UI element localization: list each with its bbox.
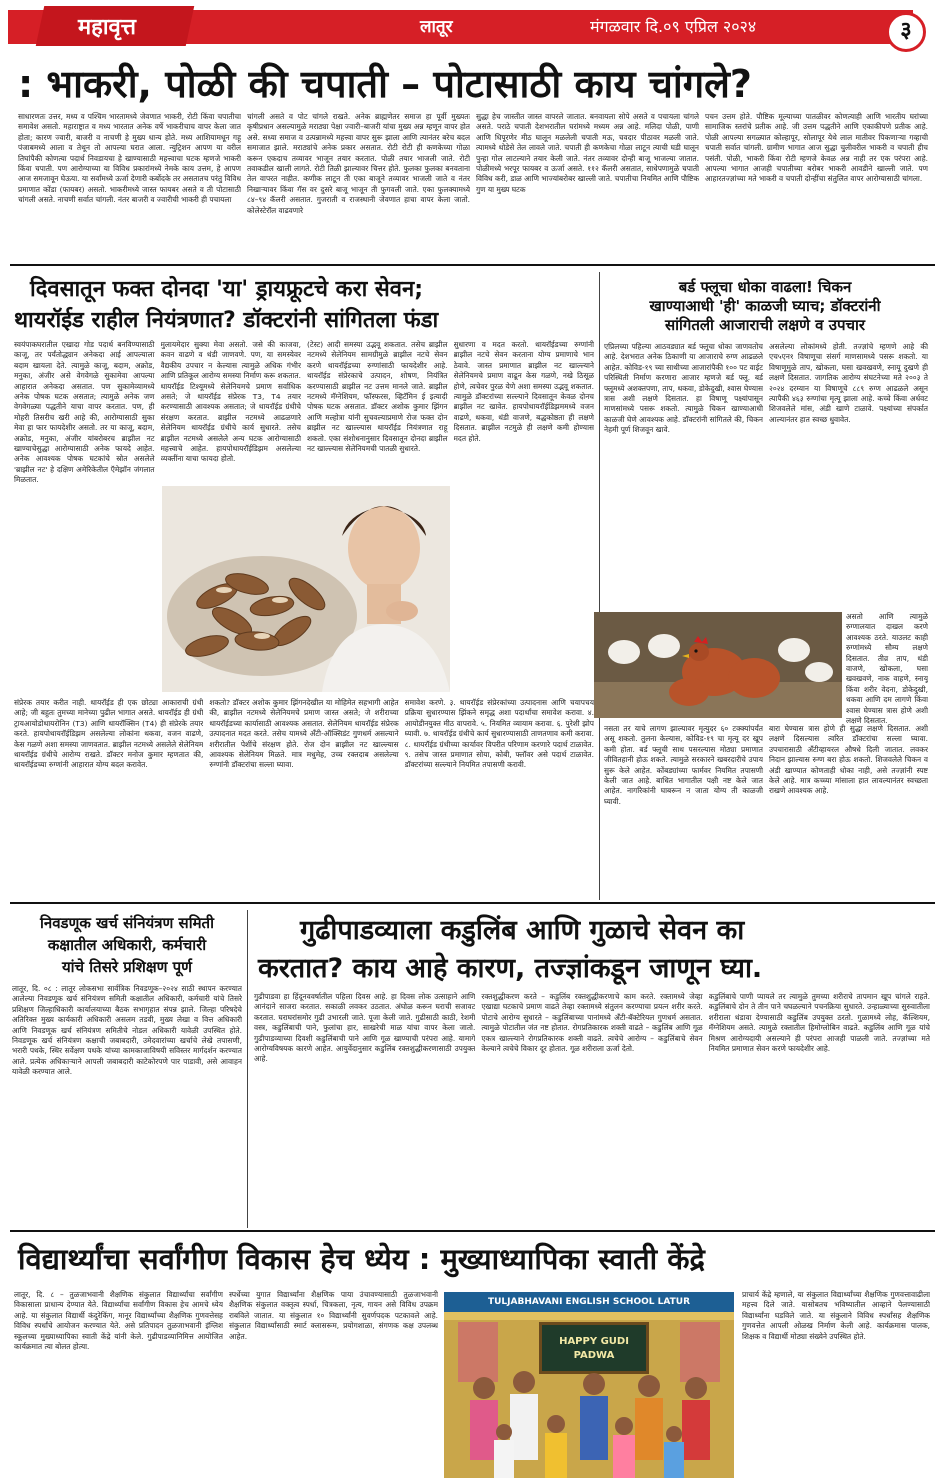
school-event-photo [444,1292,734,1478]
brazil-nut-photo [162,486,450,692]
greeting-board: HAPPY GUDI PADWA [539,1322,649,1374]
article5-col-3: कडुलिंबाचे पाणी प्यायले तर त्यामुळे तुमच्या शरीराचे तापमान खूप चांगले राहते. कडुलिंबाचे दोन ते तीन पाने चघळल्याने पचनक्रिया सुधारते. उन्हाळ्याच्या सुरुवातीला शरीराला थंडावा देण्यासाठी कडुलिंब उपयुक्त ठरतो. गुळामध्ये लोह, कॅल्शियम, मॅग्नेशियम असते. त्यामुळे रक्तातील हिमोग्लोबिन वाढते. कडुलिंब आणि गूळ यांचे मिश्रण आरोग्यदायी असल्याने ही परंपरा आजही पाळली जाते. तज्ज्ञांच्या मते नियमित प्रमाणात सेवन करणे फायदेशीर आहे. [708,992,930,1054]
article2-body-top [14,340,594,510]
article2-col-1: स्वयंपाकघरातील एखादा गोड पदार्थ बनविण्यासाठी काजू, तर पर्यंतोद्ध्यान अनेकदा आई आपल्याला बदाम खायला देते. त्यामुळे काजू, बदाम, अक्रोड, मनुका, अंजीर असे वेगवेगळे सुकामेवा आपल्या आहारात अनेकदा असतात. पण सुकामेव्यामध्ये अनेक पोषक घटक असतात; त्यामुळे अनेक जण वेगवेगळ्या पद्धतीने याचा वापर करतात. पण, ही मोहरी तिसरीच खरी आहे की, आरोग्यासाठी सुका मेवा हा फार फायदेशीर असतो. तर या काजू, बदाम, अक्रोड, मनुका, अंजीर यांबरोबरच ब्राझील नट खाण्याचेसुद्धा आरोग्यासाठी अनेक फायदे आहेत. अनेक आवश्यक पोषक घटकांचे स्रोत असलेले 'ब्राझील नट' हे दक्षिण अमेरिकेतील ऍमेझॉन जंगलात मिळतात. [14,340,155,485]
article2-col-3: (टेस्ट) आदी समस्या उद्भवू शकतात. तसेच ब्राझील नटमध्ये सेलेनियम सामग्रीमुळे ब्राझील नटचे सेवन करणे थायरॉईडच्या रुग्णांसाठी फायदेशीर आहे. थायरॉईड संप्रेरकाचे उत्पादन, शोषण, नियंत्रित करण्यासाठी ब्राझील नट उत्तम मानले जाते. ब्राझील नटमध्ये मॅग्नेशियम, फॉस्फरस, व्हिटॅमिन ई इत्यादी पोषक घटक असतात. डॉक्टर अशोक कुमार झिंगन आणि मल्होत्रा यांनी सुचवल्याप्रमाणे रोज फक्त दोन ब्राझील नट खाल्ल्यास थायरॉईड नियंत्रणात राहू शकतो. एका संशोधनानुसार दिवसातून दोनदा ब्राझील नट खाल्ल्यास सेलेनियमची पातळी सुधारते. [307,340,448,454]
article3-headline-line3: सांगितली आजाराची लक्षणे व उपचार [664,316,866,334]
edition-city: लातूर [420,17,453,37]
article1-col-2: चांगली असते व पोट चांगले राखते. अनेक ब्राह्मणेतर समाज हा पूर्वी मुख्यतः कृषीप्रधान असल्यामुळे मराठ्या पेक्षा ज्वारी–बाजरी यांचा मुख्य अन्न म्हणून वापर होत असे. सध्या समाज व उत्पन्नामध्ये महत्त्वा वापर सुरू झाला आणि त्यानंतर बरेच बदल समाजात झाले. मराठ्यांचे अनेक प्रकार असतात. रोटी रोटी ही कणकेच्या गोळा करून एकदाच तव्यावर भाजून तयार करतात. पोळी तयार भाजली जाते. रोटी तवाकडील खाली लागते. रोटी तिळी झाल्यावर चित्तर होते. फुलका फुलका बनवताना तेल वापरत नाहीत. कणीक लाटून ती एका बाजूने तव्यावर भाजली जाते व नंतर निखाऱ्यावर किंवा गॅस वर दुसरे बाजू भाजून ती फुगवली जाते. एका फुलक्यामध्ये ८४–९४ कॅलरी असतात. गुजराती व राजस्थानी जेवणात हाचा वापर केला जातो. कोलेस्टेरॉल वाढवणारे [247,112,470,215]
column-divider [247,910,248,1228]
divider [10,902,935,904]
chicken-photo [594,612,842,718]
divider [10,1230,935,1232]
edition-date: मंगळवार दि.०९ एप्रिल २०२४ [590,17,757,36]
article4-headline-line3: यांचे तिसरे प्रशिक्षण पूर्ण [61,958,193,976]
article5-headline-line2: करतात? काय आहे कारण, तज्ज्ञांकडून जाणून घ्या. [258,953,763,984]
column-divider [599,272,600,900]
newspaper-name: महावृत्त [78,14,136,40]
article3-headline [605,278,925,335]
article3-headline-line1: बर्ड फ्लूचा धोका वाढला! चिकन [678,278,852,296]
article1-headline: : भाकरी, पोळी की चपाती – पोटासाठी काय चांगले? [18,62,752,106]
article4-body: लातूर, दि. ०८ : लातूर लोकसभा सार्वत्रिक निवडणूक–२०२४ साठी स्थापन करण्यात आलेल्या निवडणूक खर्च संनियंत्रण समिती कक्षातील अधिकारी, कर्मचारी यांचे तिसरे प्रशिक्षण जिल्हाधिकारी कार्यालयाच्या बैठक सभागृहात संपन्न झाले. जिल्हा परिषदेचे अतिरिक्त मुख्य कार्यकारी अधिकारी असलम तडवी, मुख्य लेखा व वित्त अधिकारी आणि निवडणूक खर्च संनियंत्रण समितीचे नोडल अधिकारी यावेळी उपस्थित होते. निवडणूक खर्च संनियंत्रण कक्षाची जबाबदारी, उमेदवारांच्या खर्चाचे लेखे तपासणी, भरारी पथके, स्थिर सर्वेक्षण पथके यांच्या कामकाजाविषयी सविस्तर मार्गदर्शन करण्यात आले. प्रत्येक अधिकाऱ्याने आपली जबाबदारी काटेकोरपणे पार पाडावी, असे आवाहन यावेळी करण्यात आले. [12,984,242,1077]
article2-col-4: सुधारणा व मदत करतो. थायरॉईडच्या रुग्णांनी ब्राझील नटचे सेवन करताना योग्य प्रमाणाचे भान ठेवावे. जास्त प्रमाणात ब्राझील नट खाल्ल्याने सेलेनियमचे प्रमाण वाढून केस गळणे, नखे ठिसूळ होणे, त्वचेवर पुरळ येणे अशा समस्या उद्भवू शकतात. त्यामुळे डॉक्टरांच्या सल्ल्याने दिवसातून केवळ दोनच ब्राझील नट खावेत. हायपोथायरॉईडिझममध्ये वजन वाढणे, थकवा, थंडी वाजणे, बद्धकोष्ठता ही लक्षणे दिसतात. ब्राझील नटमुळे ही लक्षणे कमी होण्यास मदत होते. [453,340,594,443]
article3-col-3: नसता तर याचे लागण झाल्यावर मृत्युदर ६० टक्क्यांपर्यंत असू शकतो. तुलना केल्यास, कोविड-१९ चा मृत्यू दर खूप कमी होता. बर्ड फ्लूची साथ पसरल्यास मोठ्या प्रमाणात जीवितहानी होऊ शकते. त्यामुळे सरकारने खबरदारीचे उपाय सुरू केले आहेत. कोंबड्यांच्या फार्मवर नियमित तपासणी केली जात आहे. बाधित भागातील पक्षी नष्ट केले जात आहेत. नागरिकांनी घाबरून न जाता योग्य ती काळजी घ्यावी. [604,724,763,806]
brazil-nut-illustration [162,486,450,692]
article5-headline-line1: गुढीपाडव्याला कडुलिंब आणि गुळाचे सेवन का [300,915,745,946]
article2-headline-line2: थायरॉईड राहील नियंत्रणात? डॉक्टरांनी सांगितला फंडा [14,308,439,333]
article2-col-5: संप्रेरक तयार करीत नाही. थायरॉईड ही एक छोट्या आकाराची ग्रंथी आहे; जी बहुतः तुमच्या मानेच्या पुढील भागात असते. थायरॉईड ही ग्रंथी ट्रायआयोडोथायरोनिन (T3) आणि थायरॉक्सिन (T4) ही संप्रेरके तयार करते. हायपोथायरॉईडिझम असलेल्या लोकांना थकवा, वजन वाढणे, केस गळणे अशा समस्या जाणवतात. ब्राझील नटमध्ये असलेले सेलेनियम थायरॉईड ग्रंथीचे आरोग्य राखते. डॉक्टर मनोज कुमार म्हणतात की, थायरॉईडच्या रुग्णांनी आहारात योग्य बदल करावेत. [14,698,204,770]
page-number: ३ [886,12,926,52]
article6-body-left [14,1290,438,1478]
article2-col-6: शकतो? डॉक्टर अशोक कुमार झिंगनदेखील या मोहिमेत सहभागी आहेत की, ब्राझील नटमध्ये सेलेनियमचे प्रमाण जास्त असते; जे शरीराच्या थायरॉईडच्या कार्यासाठी आवश्यक असतात. सेलेनियम थायरॉईड संप्रेरक उत्पादनात मदत करते. तसेच यामध्ये अँटी-ऑक्सिडंट गुणधर्म असल्याने शरीरातील पेशींचे संरक्षण होते. रोज दोन ब्राझील नट खाल्ल्यास आवश्यक सेलेनियम मिळते. मात्र मधुमेह, उच्च रक्तदाब असलेल्या रुग्णांनी डॉक्टरांचा सल्ला घ्यावा. [209,698,399,770]
article5-col-2: रक्तशुद्धीकरण करते – कडुलिंब रक्तशुद्धीकरणाचे काम करते. रक्तामध्ये जेव्हा एखाद्या घटकाचे प्रमाण वाढते तेव्हा रक्तामध्ये संतुलन करण्याचा प्रयत्न शरीर करते. पोटाचे आरोग्य सुधारते – कडुलिंबाच्या पानांमध्ये अँटी-बॅक्टेरियल गुणधर्म असतात. त्यामुळे पोटातील जंत नष्ट होतात. रोगप्रतिकारक शक्ती वाढते – कडुलिंब आणि गूळ एकत्र खाल्ल्याने रोगप्रतिकारक शक्ती वाढते. त्वचेचे आरोग्य – कडुलिंबाचे सेवन केल्याने त्वचेचे विकार दूर होतात. गूळ शरीराला ऊर्जा देतो. [481,992,703,1054]
masthead [0,0,945,50]
article1-col-3: सुद्धा हेच जास्तीत जास्त वापरले जातात. बनवायला सोपे असते व पचायला चांगले असते. पराठे चपाती देशभरातील घरांमध्ये मध्यम अन्न आहे. मलिदा पोळी, पाणी आणि धिपूरणेर मीठ घालून मळलेली चपाती मऊ, चवदार पीठावर मळली जाते. त्यामध्ये थोडेसे तेल लावले जाते. चपाती ही कणकेचा गोळा लाटून त्याची घडी घालून पुन्हा गोल लाटल्याने तयार केली जाते. नंतर तव्यावर दोन्ही बाजू भाजल्या जातात. पोळीमध्ये भरपूर फायबर व ऊर्जा असते. ११२ कॅलरी असतात, साधेपणामुळे चपाती विविध करी, डाळ आणि भाज्यांबरोबर खाल्ली जाते. चपातीचा नियमित आणि पौष्टिक गुण या मुख्य घटक [476,112,699,194]
article2-body-bottom [14,698,594,894]
article3-col-1: एप्रिलच्या पहिल्या आठवड्यात बर्ड फ्लूचा धोका जाणवतोच आहे. देशभरात अनेक ठिकाणी या आजाराचे रुग्ण आढळले आहेत. कोविड-१९ च्या साथीच्या आजारांपैकी १०० पट वाईट परिस्थिती निर्माण करणारा आजार म्हणजे बर्ड फ्लू. बर्ड फ्लूमध्ये अशक्तपणा, ताप, थकवा, डोकेदुखी, श्वास घेण्यास त्रास अशी लक्षणे दिसतात. हा विषाणू पक्ष्यांपासून माणसांमध्ये पसरू शकतो. त्यामुळे चिकन खाण्याआधी काळजी घेणे आवश्यक आहे. डॉक्टरांनी सांगितले की, चिकन नेहमी पूर्ण शिजवून खावे. [604,342,763,435]
article1-body [18,112,928,258]
divider [10,264,935,266]
article6-headline: विद्यार्थ्यांचा सर्वांगीण विकास हेच ध्येय : मुख्याध्यापिका स्वाती केंद्रे [18,1242,705,1276]
school-banner: TULJABHAVANI ENGLISH SCHOOL LATUR [444,1292,734,1312]
article3-col-2: असलेल्या लोकांमध्ये होती. तज्ज्ञांचे म्हणणे आहे की एच५एन१ विषाणूचा संसर्ग माणसामध्ये पसरू शकतो. या विषाणूमुळे ताप, खोकला, घसा खवखवणे, स्नायू दुखणे ही लक्षणे दिसतात. जागतिक आरोग्य संघटनेच्या मते २००३ ते २०२४ दरम्यान या विषाणूचे ८८९ रुग्ण आढळले असून त्यापैकी ४६३ रुग्णांचा मृत्यू झाला आहे. कच्चे किंवा अर्धवट शिजवलेले मांस, अंडी खाणे टाळावे. पक्ष्यांच्या संपर्कात आल्यानंतर हात स्वच्छ धुवावेत. [769,342,928,424]
article6-col-3: प्राचार्य केंद्रे म्हणाले, या संकुलात विद्यार्थ्यांच्या शैक्षणिक गुणवत्तावाढीला महत्त्व दिले जाते. यासोबतच भविष्यातील आव्हाने पेलण्यासाठी विद्यार्थ्यांना घडविले जाते. या संकुलाने विविध स्पर्धांसह शैक्षणिक गुणवत्तेत आपली ओळख निर्माण केली आहे. कार्यक्रमास पालक, शिक्षक व विद्यार्थी मोठ्या संख्येने उपस्थित होते. [742,1290,930,1341]
article5-col-1: गुढीपाडवा हा हिंदूनववर्षातील पहिला दिवस आहे. हा दिवस लोक उत्साहाने आणि आनंदाने साजरा करतात. सकाळी लवकर उठतात. अंघोळ करून घराची सजावट करतात. घराघरांसमोर गुढी उभारली जाते. पूजा केली जाते. गुढीसाठी काठी, रेशमी वस्त्र, कडुलिंबाची पाने, फुलांचा हार, साखरेची माळ यांचा वापर केला जातो. गुढीपाडव्याच्या दिवशी कडुलिंबाची पाने आणि गूळ खाण्याची परंपरा आहे. यामागे आरोग्यविषयक कारणे आहेत. आयुर्वेदानुसार कडुलिंब रक्तशुद्धीकरणासाठी उपयुक्त आहे. [254,992,476,1064]
article3-body-bottom [604,724,928,894]
article3-col-4: बारा घेण्यास त्रास होणे ही सुद्धा लक्षणे दिसतात. अशी लक्षणे दिसल्यास त्वरित डॉक्टरांचा सल्ला घ्यावा. उपचारासाठी अँटीव्हायरल औषधे दिली जातात. लवकर निदान झाल्यास रुग्ण बरा होऊ शकतो. शिजवलेले चिकन व अंडी खाण्यात कोणताही धोका नाही, असे तज्ज्ञांनी स्पष्ट केले आहे. मात्र कच्च्या मांसाला हात लावल्यानंतर स्वच्छता राखणे आवश्यक आहे. [769,724,928,796]
article6-col-1: लातूर, दि. ८ – तुळजाभवानी शैक्षणिक संकुलात विद्यार्थ्यांचा सर्वांगीण विकासाला प्राधान्य देण्यात येते. विद्यार्थ्यांचा सर्वांगीण विकास हेच आमचे ध्येय आहे. या संकुलात विद्यार्थी कंदुरेकिंग, मानूर विद्यार्थ्यांच्या शैक्षणिक गुणवत्तेसह विविध स्पर्धांचे आयोजन करण्यात येते. असे प्रतिपादन तुळजाभवानी इंग्लिश स्कूलच्या मुख्याध्यापिका स्वाती केंद्रे यांनी केले. गुढीपाडव्यानिमित्त आयोजित कार्यक्रमात त्या बोलत होत्या. [14,1290,223,1352]
article6-col-2: स्पर्धेच्या युगात विद्यार्थ्यांना शैक्षणिक पाया उंचावण्यासाठी तुळजाभवानी शैक्षणिक संकुलात वक्तृत्व स्पर्धा, चित्रकला, नृत्य, गायन असे विविध उपक्रम राबविले जातात. या संकुलात १० विद्यार्थ्यांनी सुवर्णपदक पटकावले आहे. संकुलात विद्यार्थ्यांसाठी स्मार्ट क्लासरूम, प्रयोगशाळा, संगणक कक्ष उपलब्ध आहेत. [229,1290,438,1341]
article3-body-top [604,342,928,610]
article4-headline-line1: निवडणूक खर्च संनियंत्रण समिती [39,914,214,932]
article1-col-1: साधारणतः उत्तर, मध्य व पश्चिम भारतामध्ये जेवणात भाकरी, रोटी किंवा चपातीचा समावेश असतो. महाराष्ट्रात व मध्य भारतात अनेक वर्षे भाकरीचाच वापर केला जात होता; कारण ज्वारी, बाजरी व नाचणी हे मुख्य धान्य होते. मध्य आशियामधून गहू पंजाबमध्ये आला व तेथून तो आपल्या घरात आला. न्युट्रिशन आपण या वरील तिघांपैकी कोणत्या पदार्थ निवडायचा हे खाण्यासाठी महत्त्वाचा घटक म्हणजे भाकरी किंवा चपाती. पण आरोग्याच्या या विविध प्रकारांमध्ये नेमके काय उत्तम, हे आपण आज समजावून घेऊया. या सर्वांमध्ये ऊर्जा देणारी कर्बोदके तर असतातच परंतु विविध प्रमाणात कोंडा (फायबर) असतो. भाकरीमध्ये जास्त फायबर असते व ती पोटासाठी चांगली असते. नाचणी सर्वात चांगली. नंतर बाजरी व ज्वारीची भाकरी ही पचायला [18,112,241,205]
article4-headline-line2: कक्षातील अधिकारी, कर्मचारी [47,936,207,954]
people-illustration [444,1292,734,1478]
article5-body [254,992,930,1224]
article2-headline-line1: दिवसातून फक्त दोनदा 'या' ड्रायफ्रूटचे करा सेवन; [30,277,424,302]
article1-col-4: पचन उत्तम होते. पौष्टिक मूल्याच्या पातळीवर कोणत्याही आणि भारतीय घरांच्या सामाजिक स्तरांचे प्रतीक आहे. जी उत्तम पद्धतीने आणि एकाकीपणे प्रतीक आहे. पोळी आपल्या सगळ्यात कोल्हापूर, सोलापूर येथे लाल मातीवर पिकणाऱ्या गव्हाची चपाती सर्वात चांगली. ग्रामीण भागात आज सुद्धा चुलीवरील भाकरी व चपाती हीच पसंती. पोळी, भाकरी किंवा रोटी म्हणजे केवळ अन्न नाही तर एक परंपरा आहे. आपल्या भागात आजही चपातीच्या बरोबर भाकरी आवडीने खाल्ली जाते. पण आहारतज्ज्ञांच्या मते भाकरी व चपाती दोन्हींचा संतुलित वापर आरोग्यासाठी चांगला. [705,112,928,184]
article2-col-7: समावेश करणे. ३. थायरॉईड संप्रेरकांच्या उत्पादनास आणि चयापचय प्रक्रिया सुधारण्यास झिंकने समृद्ध अशा पदार्थांचा समावेश करावा. ४. आयोडीनयुक्त मीठ वापरावे. ५. नियमित व्यायाम करावा. ६. पुरेशी झोप घ्यावी. ७. थायरॉईड ग्रंथीचे कार्य सुधारण्यासाठी ताणतणाव कमी करावा. ८. थायरॉईड ग्रंथीच्या कार्यावर विपरीत परिणाम करणारे पदार्थ टाळावेत. ९. तसेच जास्त प्रमाणात सोया, कोबी, फ्लॉवर असे पदार्थ टाळावेत. डॉक्टरांच्या सल्ल्याने नियमित तपासणी करावी. [404,698,594,770]
article3-side-col: असतो आणि त्यामुळे रुग्णालयात दाखल करणे आवश्यक ठरते. याउलट काही रुग्णांमध्ये सौम्य लक्षणे दिसतात. तीव्र ताप, थंडी वाजणे, खोकला, घसा खवखवणे, नाक वाहणे, स्नायू किंवा शरीर वेदना, डोकेदुखी, थकवा आणि दम लागणे किंवा श्वास घेण्यास त्रास होणे अशी लक्षणे दिसतात. [846,612,928,726]
article3-headline-line2: खाण्याआधी 'ही' काळजी घ्याच; डॉक्टरांनी [649,297,881,315]
article2-col-2: मुलायमेदार सुक्या मेवा असतो. जसे की काजवा, कवन वाढणे व थंडी जाणवणे. पण, या समस्येवर वैद्यकीय उपचार न केल्यास त्यामुळे अधिक गंभीर आणि प्रतिकूल आरोग्य समस्या निर्माण करू शकतात. थायरॉईड टिश्यूमध्ये सेलेनियमचे प्रमाण सर्वाधिक असते; जे थायरॉईड संप्रेरक T3, T4 तयार करण्यासाठी आवश्यक असतात; जे थायरॉईड ग्रंथीचे संरक्षण करतात. ब्राझील नटमध्ये आढळणारे सेलेनियम थायरॉईड ग्रंथीचे कार्य सुधारते. तसेच ब्राझील नटमध्ये असलेले अन्य घटक आरोग्यासाठी महत्त्वाचे आहेत. हायपोथायरॉईडिझम असलेल्या व्यक्तींना याचा फायदा होतो. [160,340,301,464]
chicken-illustration [594,612,842,718]
article4-headline [12,912,242,978]
